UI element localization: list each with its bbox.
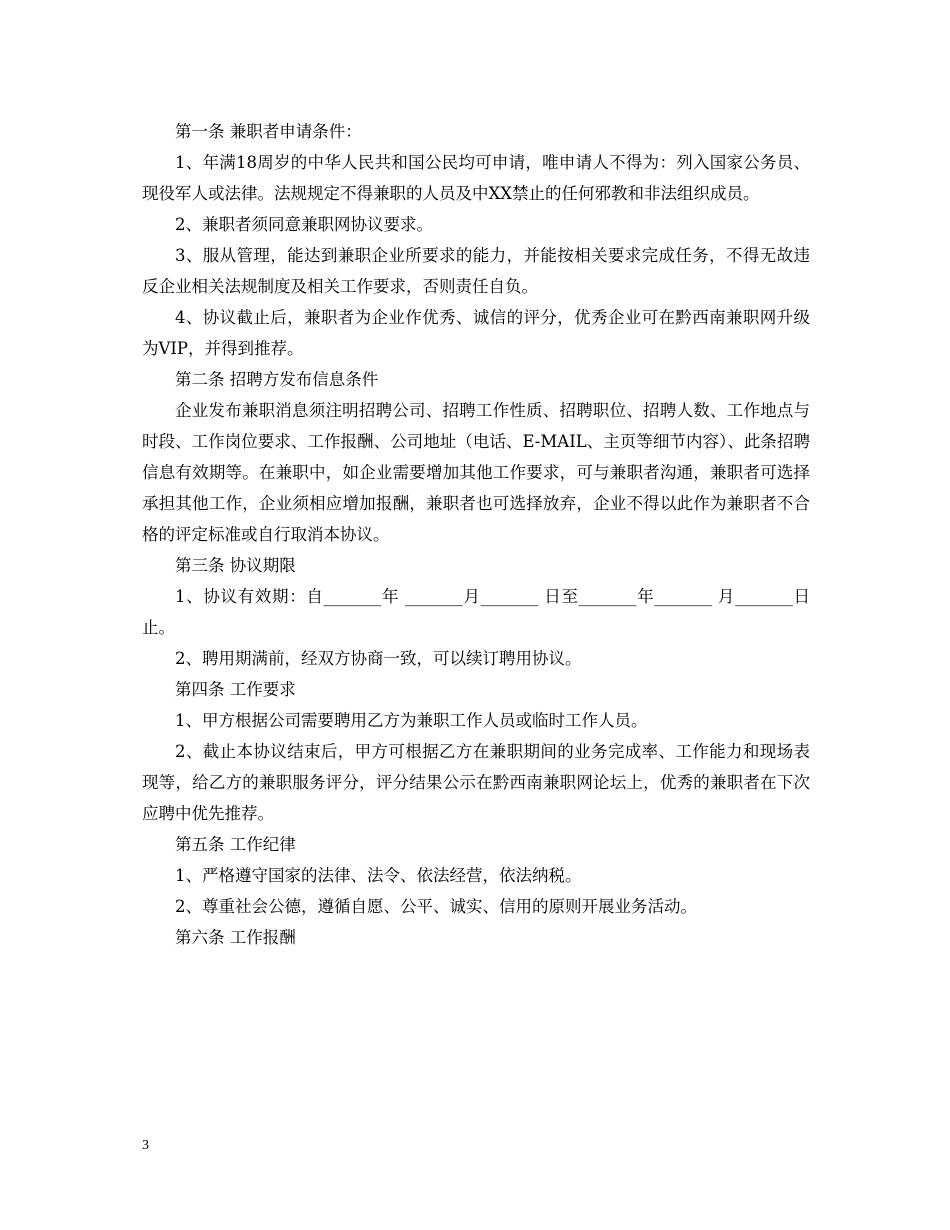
article-2-body: 企业发布兼职消息须注明招聘公司、招聘工作性质、招聘职位、招聘人数、工作地点与时段、工作岗位要求、工作报酬、公司地址（电话、E-MAIL、主页等细节内容）、此条招聘信息有效期等。在兼职中，如企业需要增加其他工作要求，可与兼职者沟通，兼职者可选择承担其他工作，企业须相应增加报酬，兼职者也可选择放弃，企业不得以此作为兼职者不合格的评定标准或自行取消本协议。 <box>142 401 810 544</box>
article-5-clause-2: 2、尊重社会公德，遵循自愿、公平、诚实、信用的原则开展业务活动。 <box>175 897 697 916</box>
article-1-clause-1: 1、年满18周岁的中华人民共和国公民均可申请，唯申请人不得为：列入国家公务员、现役军人或法律。法规规定不得兼职的人员及中XX禁止的任何邪教和非法组织成员。 <box>142 153 810 203</box>
article-3-heading: 第三条 协议期限 <box>175 556 296 575</box>
article-3-clause-1: 1、协议有效期：自_______年 _______月_______ 日至_______年_______ 月_______日止。 <box>142 587 810 637</box>
article-4-heading: 第四条 工作要求 <box>175 680 296 699</box>
article-4-clause-1: 1、甲方根据公司需要聘用乙方为兼职工作人员或临时工作人员。 <box>175 711 648 730</box>
article-1-heading: 第一条 兼职者申请条件： <box>175 122 362 141</box>
document-body <box>142 116 810 953</box>
article-6-heading: 第六条 工作报酬 <box>175 928 296 947</box>
page-number: 3 <box>142 1138 149 1153</box>
article-5-clause-1: 1、严格遵守国家的法律、法令、依法经营，依法纳税。 <box>175 866 582 885</box>
article-4-clause-2: 2、截止本协议结束后，甲方可根据乙方在兼职期间的业务完成率、工作能力和现场表现等，给乙方的兼职服务评分，评分结果公示在黔西南兼职网论坛上，优秀的兼职者在下次应聘中优先推荐。 <box>142 742 810 823</box>
article-1-clause-2: 2、兼职者须同意兼职网协议要求。 <box>175 215 433 234</box>
article-5-heading: 第五条 工作纪律 <box>175 835 296 854</box>
article-1-clause-3: 3、服从管理，能达到兼职企业所要求的能力，并能按相关要求完成任务，不得无故违反企业相关法规制度及相关工作要求，否则责任自负。 <box>142 246 810 296</box>
article-3-clause-2: 2、聘用期满前，经双方协商一致，可以续订聘用协议。 <box>175 649 582 668</box>
article-2-heading: 第二条 招聘方发布信息条件 <box>175 370 379 389</box>
article-1-clause-4: 4、协议截止后，兼职者为企业作优秀、诚信的评分，优秀企业可在黔西南兼职网升级为VIP，并得到推荐。 <box>142 308 810 358</box>
